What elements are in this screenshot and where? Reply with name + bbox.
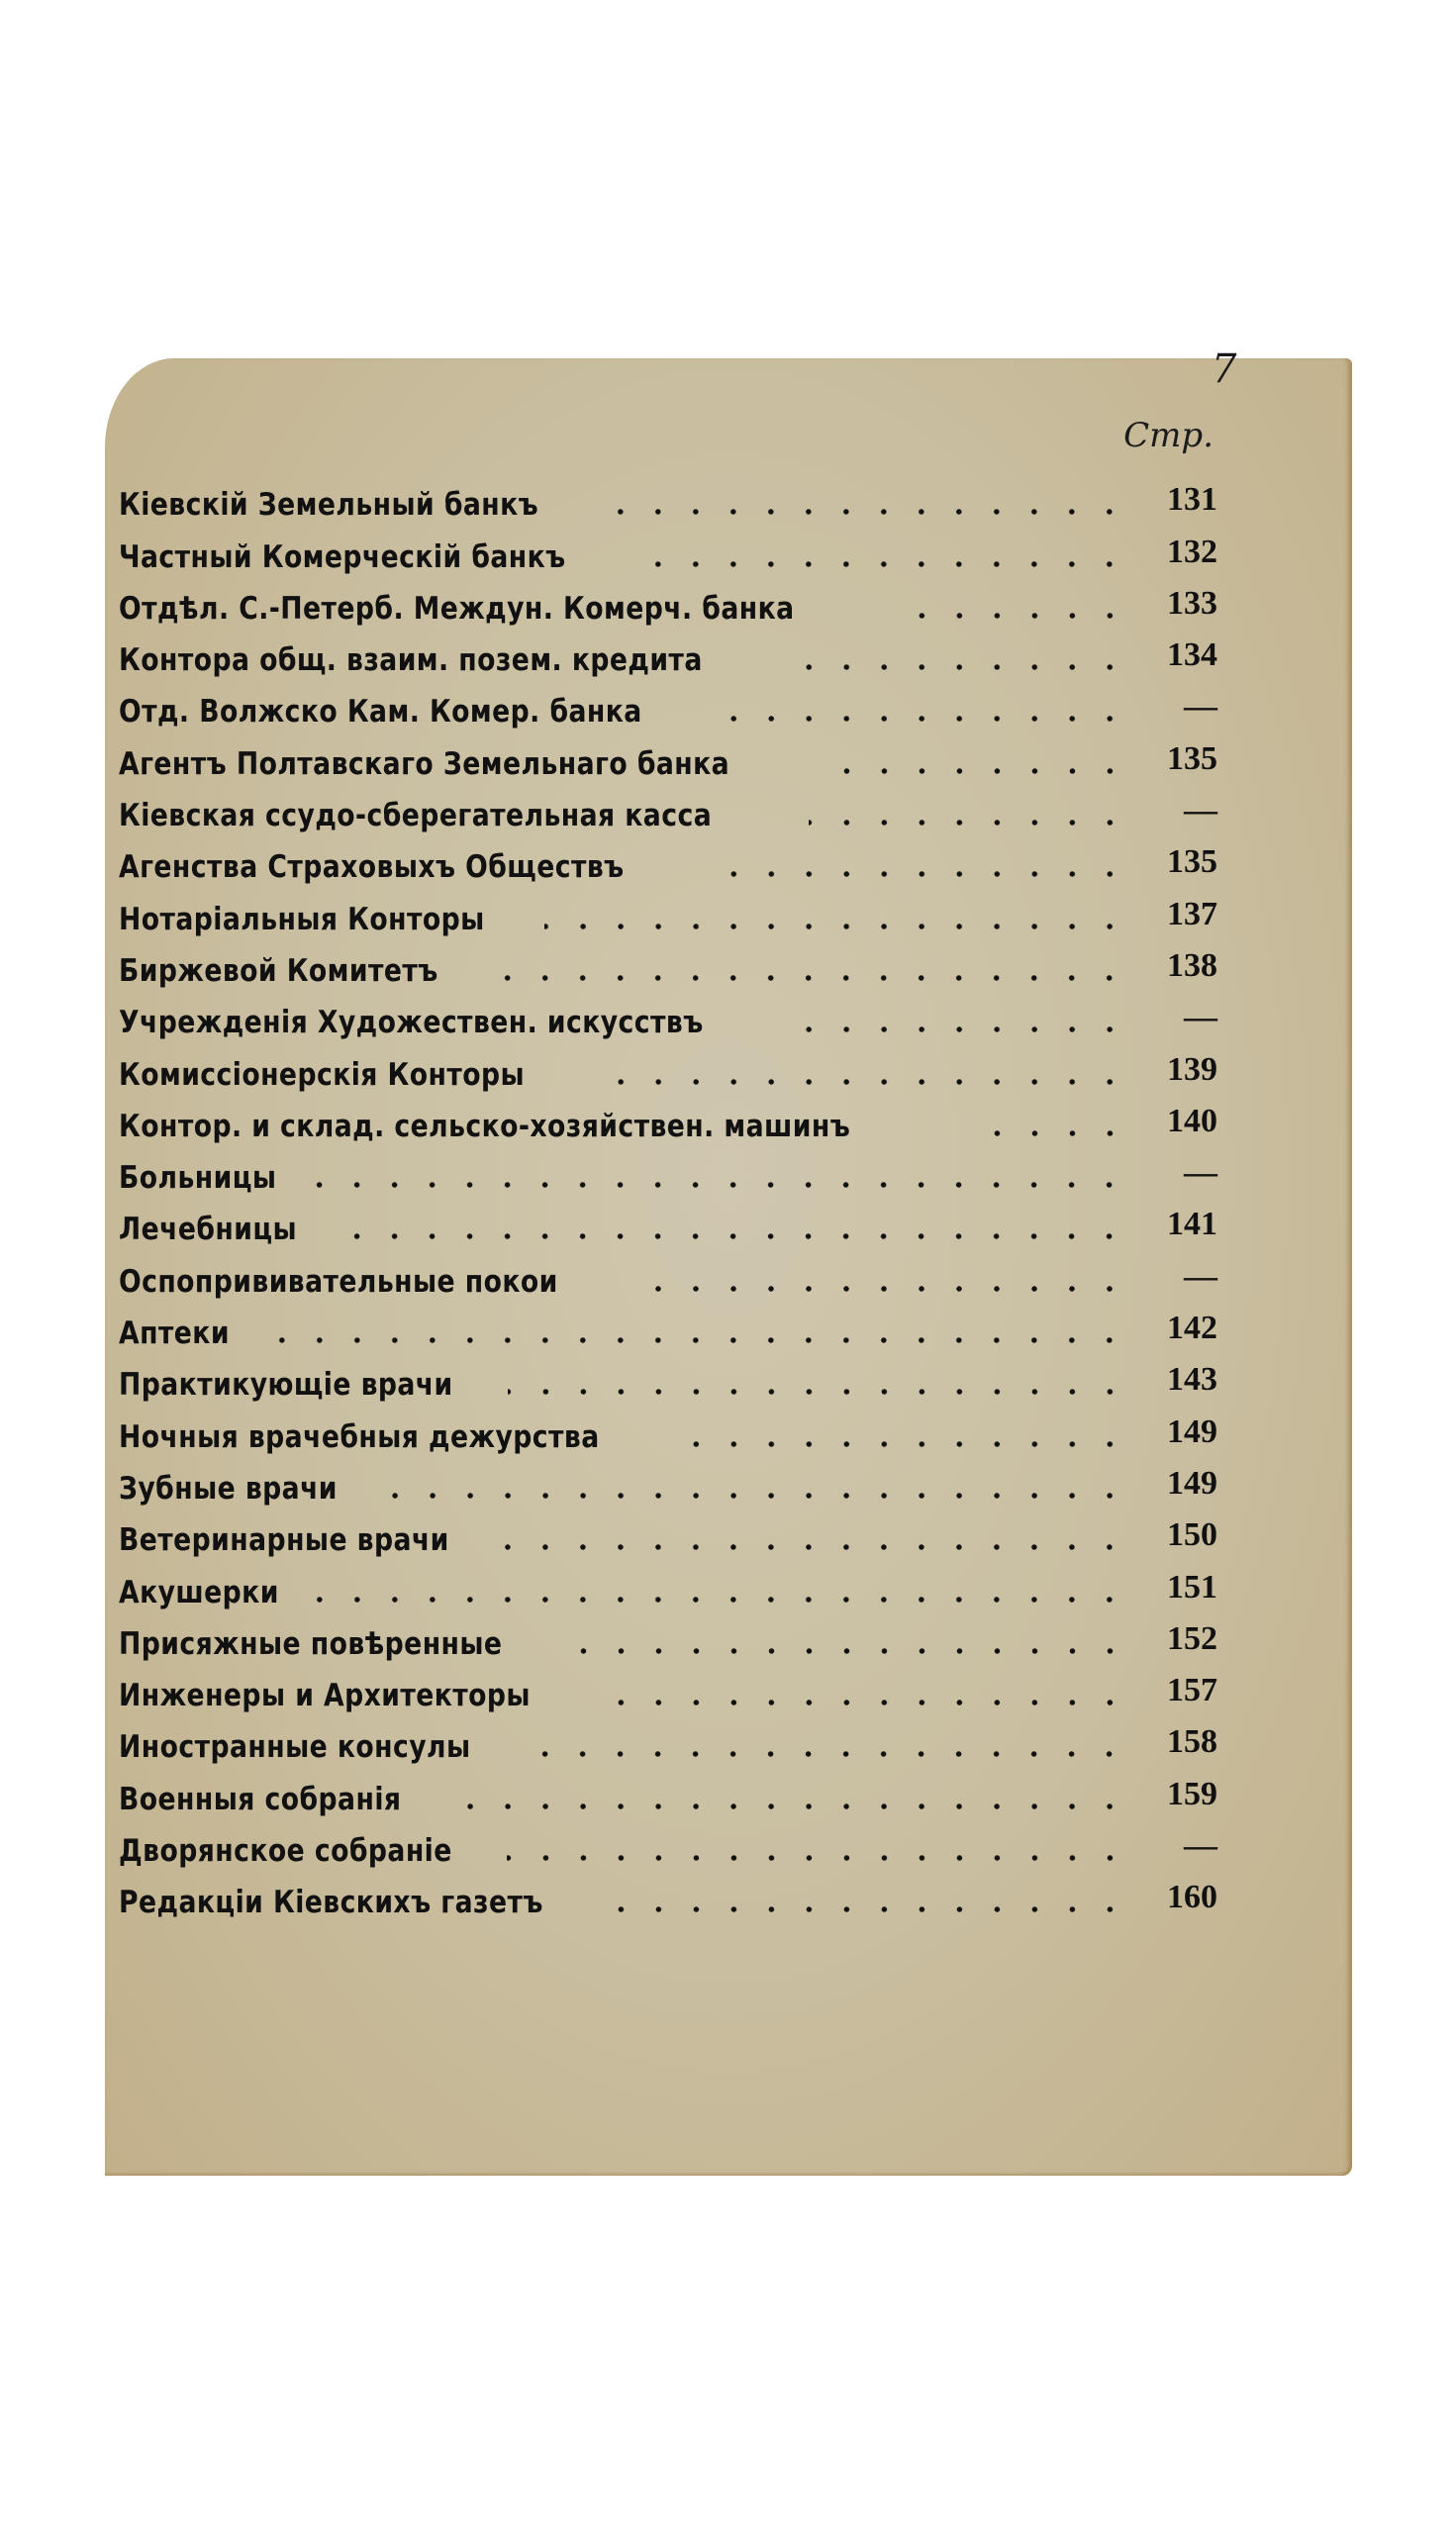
toc-row [119,1200,1217,1251]
toc-row [119,1873,1217,1924]
toc-title: Отдѣл. С.-Петерб. Междун. Комерч. банка [119,590,795,627]
toc-row [119,941,1217,993]
dot-leader [630,1284,1128,1294]
dot-leader [447,1802,1128,1811]
toc-title: Ночныя врачебныя дежурства [119,1418,600,1455]
toc-page: — [1184,1257,1217,1295]
dot-leader [247,1335,1128,1345]
toc-row [119,1562,1217,1613]
toc-page: 157 [1167,1672,1217,1709]
toc-title: Лечебницы [119,1212,298,1248]
toc-page: 133 [1167,584,1217,622]
toc-row [119,1769,1217,1820]
toc-page: — [1184,688,1217,726]
toc-row [119,1666,1217,1717]
toc-page: 149 [1167,1464,1217,1502]
toc-row [119,475,1217,527]
toc-page: 149 [1167,1413,1217,1450]
toc-row [119,786,1217,837]
toc-page: 139 [1167,1050,1217,1088]
toc-page: 140 [1167,1102,1217,1139]
toc-page: 159 [1167,1775,1217,1812]
dot-leader [598,1698,1128,1707]
toc-row [119,1511,1217,1562]
toc-row [119,527,1217,578]
dot-leader [591,1077,1128,1087]
toc-title: Контора общ. взаим. позем. кредита [119,642,703,679]
toc-page: 138 [1167,946,1217,984]
toc-row [119,1717,1217,1769]
toc-row [119,993,1217,1044]
dot-leader [507,1853,1128,1863]
dot-leader [544,922,1128,931]
dot-leader [809,818,1128,828]
dot-leader [528,1749,1128,1759]
toc-title: Агентъ Полтавскаго Земельнаго банка [119,745,730,782]
toc-row [119,889,1217,940]
toc-title: Аптеки [119,1316,230,1352]
toc-page: 151 [1167,1568,1217,1606]
toc-row [119,1251,1217,1303]
toc-title: Кіевская ссудо-сберегательная касса [119,798,713,834]
toc-title: Нотаріальныя Конторы [119,901,485,937]
dot-leader [728,714,1128,724]
dot-leader [490,973,1128,983]
dot-leader [829,766,1128,776]
toc-page: 135 [1167,739,1217,777]
toc-page: — [1184,999,1217,1036]
dot-leader [905,611,1128,621]
toc-page: 141 [1167,1206,1217,1243]
toc-title: Практикующіе врачи [119,1367,453,1404]
dot-leader [302,1180,1128,1190]
toc-title: Присяжные повѣренные [119,1625,503,1662]
dot-leader [613,1904,1128,1914]
toc-title: Контор. и склад. сельско-хозяйствен. машинъ [119,1108,851,1144]
toc-row [119,1148,1217,1200]
dot-leader [799,1024,1128,1034]
toc-title: Зубные врачи [119,1470,338,1507]
toc-page: 134 [1167,636,1217,674]
toc-page: 132 [1167,533,1217,570]
toc-row [119,1097,1217,1148]
book-page [105,346,1352,2176]
toc-row [119,1044,1217,1096]
toc-title: Больницы [119,1160,277,1197]
dot-leader [503,1542,1128,1552]
toc-title: Дворянское собраніе [119,1833,452,1870]
toc-title: Акушерки [119,1574,279,1610]
toc-page: 150 [1167,1516,1217,1554]
toc-page: 135 [1167,843,1217,881]
toc-page: — [1184,1154,1217,1192]
toc-row [119,682,1217,733]
toc-title: Иностранные консулы [119,1729,471,1766]
dot-leader [607,507,1128,517]
toc-row [119,1304,1217,1355]
toc-title: Ветеринарные врачи [119,1522,449,1559]
toc-page: 137 [1167,895,1217,932]
toc-page: — [1184,792,1217,829]
toc-page: 152 [1167,1619,1217,1657]
toc-title: Военныя собранія [119,1781,402,1817]
toc-page: 131 [1167,481,1217,519]
dot-leader [565,1646,1128,1656]
toc-title: Частный Комерческій банкъ [119,538,566,575]
toc-title: Учрежденія Художествен. искусствъ [119,1005,704,1041]
table-of-contents [119,475,1217,1924]
dot-leader [508,1387,1128,1397]
toc-row [119,1459,1217,1511]
page-column-header: Стр. [1123,416,1213,455]
dot-leader [707,869,1128,879]
toc-page: 142 [1167,1310,1217,1347]
dot-leader [798,662,1128,672]
toc-page: 158 [1167,1723,1217,1761]
page-number: 7 [1212,346,1237,392]
toc-row [119,1821,1217,1873]
toc-title: Комиссіонерскія Конторы [119,1056,526,1093]
dot-leader [638,559,1128,569]
dot-leader [373,1491,1128,1501]
toc-page: 160 [1167,1879,1217,1916]
toc-title: Редакціи Кіевскихъ газетъ [119,1885,543,1921]
toc-title: Инженеры и Архитекторы [119,1678,531,1714]
toc-title: Кіевскій Земельный банкъ [119,487,539,524]
toc-row [119,837,1217,889]
toc-row [119,631,1217,682]
dot-leader [678,1439,1128,1449]
toc-row [119,1614,1217,1666]
dot-leader [305,1595,1128,1605]
toc-title: Отд. Волжско Кам. Комер. банка [119,694,642,731]
dot-leader [326,1231,1128,1241]
dot-leader [970,1128,1128,1138]
toc-title: Биржевой Комитетъ [119,952,438,989]
toc-row [119,1407,1217,1458]
toc-title: Агенства Страховыхъ Обществъ [119,849,625,886]
toc-row [119,733,1217,785]
toc-row [119,1355,1217,1407]
toc-row [119,579,1217,631]
toc-title: Оспопрививательные покои [119,1263,558,1300]
toc-page: — [1184,1827,1217,1865]
toc-page: 143 [1167,1361,1217,1399]
